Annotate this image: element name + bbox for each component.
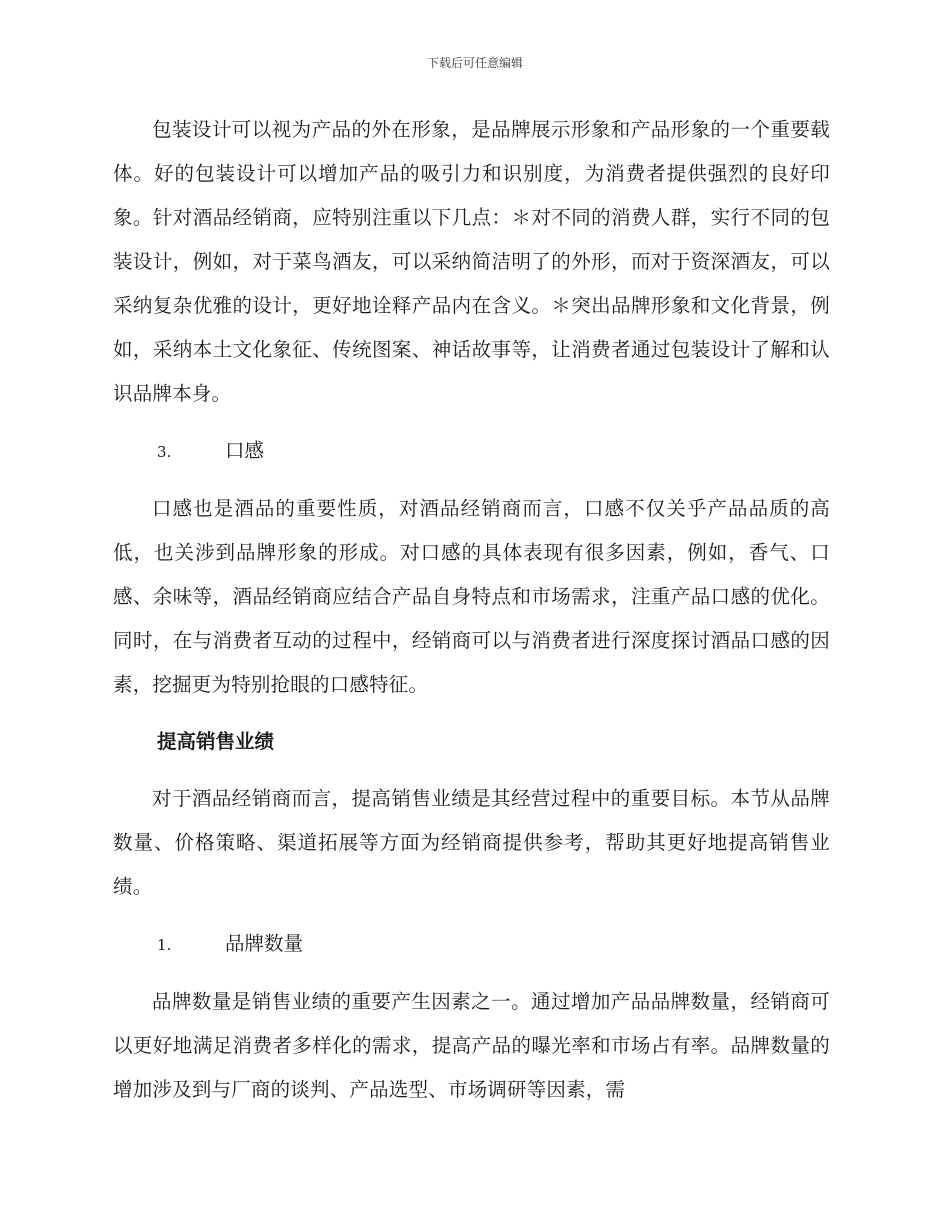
- list-label: 品牌数量: [225, 932, 304, 955]
- list-item-taste: [113, 429, 830, 474]
- paragraph-brand-count: 品牌数量是销售业绩的重要产生因素之一。通过增加产品品牌数量，经销商可以更好地满足消费者多样化的需求，提高产品的曝光率和市场占有率。品牌数量的增加涉及到与厂商的谈判、产品选型、市场调研等因素，需: [113, 990, 830, 1101]
- list-number: 3.: [157, 443, 172, 461]
- paragraph-packaging: 包装设计可以视为产品的外在形象，是品牌展示形象和产品形象的一个重要载体。好的包装设计可以增加产品的吸引力和识别度，为消费者提供强烈的良好印象。针对酒品经销商，应特别注重以下几点：＊对不同的消费人群，实行不同的包装设计，例如，对于菜鸟酒友，可以采纳简洁明了的外形，而对于资深酒友，可以采纳复杂优雅的设计，更好地诠释产品内在含义。＊突出品牌形象和文化背景，例如，采纳本土文化象征、传统图案、神话故事等，让消费者通过包装设计了解和认识品牌本身。: [113, 118, 830, 405]
- paragraph-sales-intro: 对于酒品经销商而言，提高销售业绩是其经营过程中的重要目标。本节从品牌数量、价格策略、渠道拓展等方面为经销商提供参考，帮助其更好地提高销售业绩。: [113, 787, 830, 898]
- section-heading: 提高销售业绩: [157, 730, 275, 753]
- document-body: [113, 108, 830, 1125]
- list-item-brand-count: [113, 922, 830, 967]
- list-label: 口感: [225, 439, 265, 462]
- list-number: 1.: [157, 936, 172, 954]
- paragraph-taste: 口感也是酒品的重要性质，对酒品经销商而言，口感不仅关乎产品品质的高低，也关涉到品牌形象的形成。对口感的具体表现有很多因素，例如，香气、口感、余味等，酒品经销商应结合产品自身特点和市场需求，注重产品口感的优化。同时，在与消费者互动的过程中，经销商可以与消费者进行深度探讨酒品口感的因素，挖掘更为特别抢眼的口感特征。: [113, 497, 830, 696]
- page-header: 下载后可任意编辑: [426, 56, 523, 70]
